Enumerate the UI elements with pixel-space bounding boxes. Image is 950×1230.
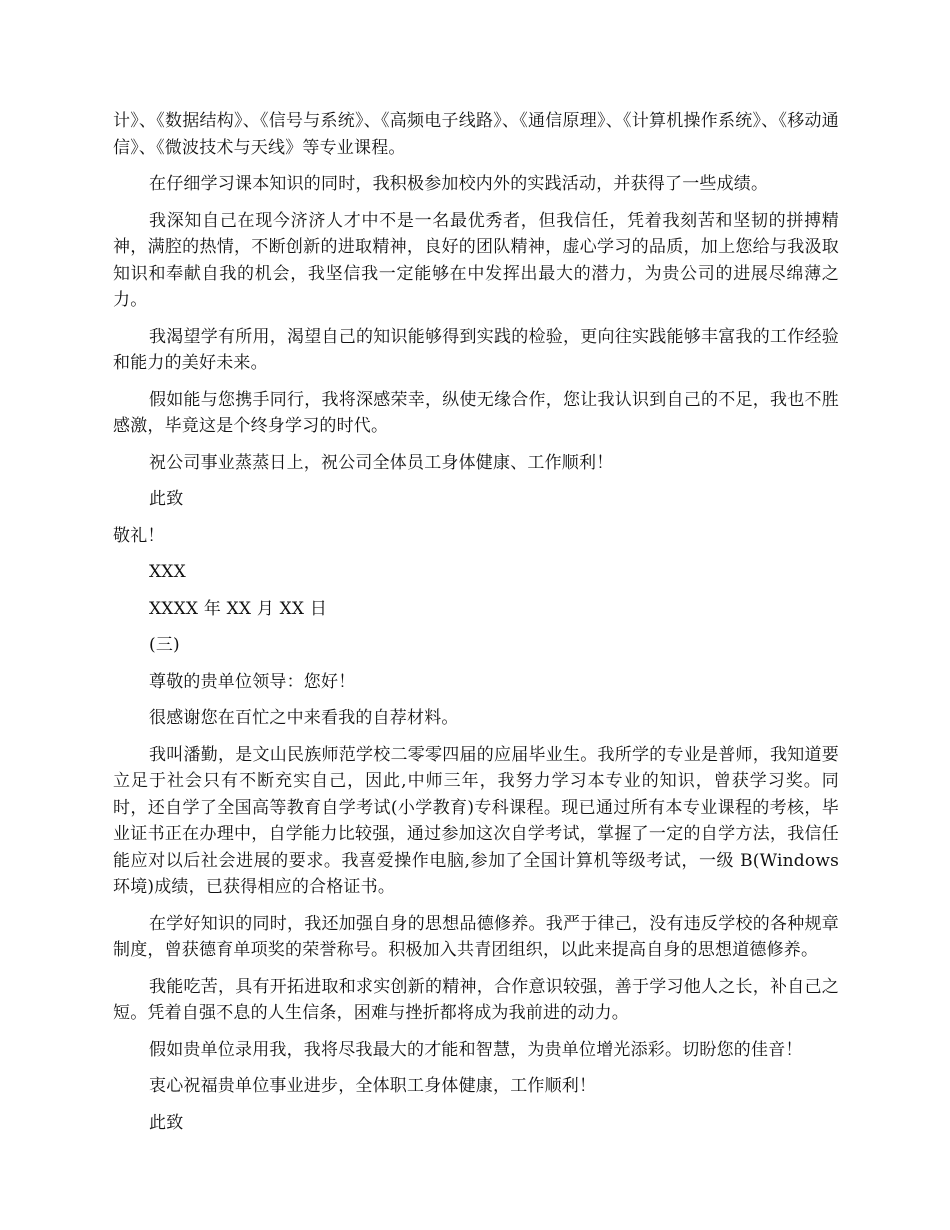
paragraph-aspiration: 我渴望学有所用，渴望自己的知识能够得到实践的检验，更向往实践能够丰富我的工作经验和能力的美好未来。: [113, 326, 839, 373]
paragraph-introduction: 我叫潘勤，是文山民族师范学校二零零四届的应届毕业生。我所学的专业是普师，我知道要立足于社会只有不断充实自己，因此,中师三年，我努力学习本专业的知识，曾获学习奖。同时，还自学了全国高等教育自学考试(小学教育)专科课程。现已通过所有本专业课程的考核，毕业证书正在办理中，自学能力比较强，通过参加这次自学考试，掌握了一定的自学方法，我信任能应对以后社会进展的要求。我喜爱操作电脑,参加了全国计算机等级考试，一级 B(Windows 环境)成绩，已获得相应的合格证书。: [113, 744, 839, 897]
paragraph-self-assessment: 我深知自己在现今济济人才中不是一名最优秀者，但我信任，凭着我刻苦和坚韧的拼搏精神，满腔的热情，不断创新的进取精神，良好的团队精神，虚心学习的品质，加上您给与我汲取知识和奉献自我的机会，我坚信我一定能够在中发挥出最大的潜力，为贵公司的进展尽绵薄之力。: [113, 210, 839, 310]
paragraph-personality: 我能吃苦，具有开拓进取和求实创新的精神，合作意识较强，善于学习他人之长，补自己之短。凭着自强不息的人生信条，困难与挫折都将成为我前进的动力。: [113, 976, 839, 1023]
paragraph-request: 假如贵单位录用我，我将尽我最大的才能和智慧，为贵单位增光添彩。切盼您的佳音！: [149, 1039, 803, 1060]
paragraph-blessing: 衷心祝福贵单位事业进步，全体职工身体健康，工作顺利！: [149, 1076, 597, 1096]
signature-name: XXX: [149, 562, 186, 582]
document-body: [113, 108, 839, 1146]
closing-salutation-2: 此致: [149, 1112, 184, 1133]
paragraph-thanks: 很感谢您在百忙之中来看我的自荐材料。: [149, 708, 459, 728]
section-number: (三): [149, 635, 180, 655]
closing-salutation: 此致: [149, 489, 184, 509]
signature-date: XXXX 年 XX 月 XX 日: [149, 598, 328, 619]
paragraph-course-list: 计》、《数据结构》、《信号与系统》、《高频电子线路》、《通信原理》、《计算机操作系统》、《移动通信》、《微波技术与天线》等专业课程。: [113, 111, 839, 158]
paragraph-practice: 在仔细学习课本知识的同时，我积极参加校内外的实践活动，并获得了一些成绩。: [149, 174, 769, 194]
closing-regards: 敬礼！: [113, 525, 165, 546]
paragraph-wishes: 祝公司事业蒸蒸日上，祝公司全体员工身体健康、工作顺利！: [149, 452, 614, 473]
paragraph-moral-cultivation: 在学好知识的同时，我还加强自身的思想品德修养。我严于律己，没有违反学校的各种规章制度，曾获德育单项奖的荣誉称号。积极加入共青团组织，以此来提高自身的思想道德修养。: [113, 913, 839, 960]
paragraph-cooperation: 假如能与您携手同行，我将深感荣幸，纵使无缘合作，您让我认识到自己的不足，我也不胜感激，毕竟这是个终身学习的时代。: [113, 389, 839, 436]
letter-greeting: 尊敬的贵单位领导：您好！: [149, 671, 356, 692]
